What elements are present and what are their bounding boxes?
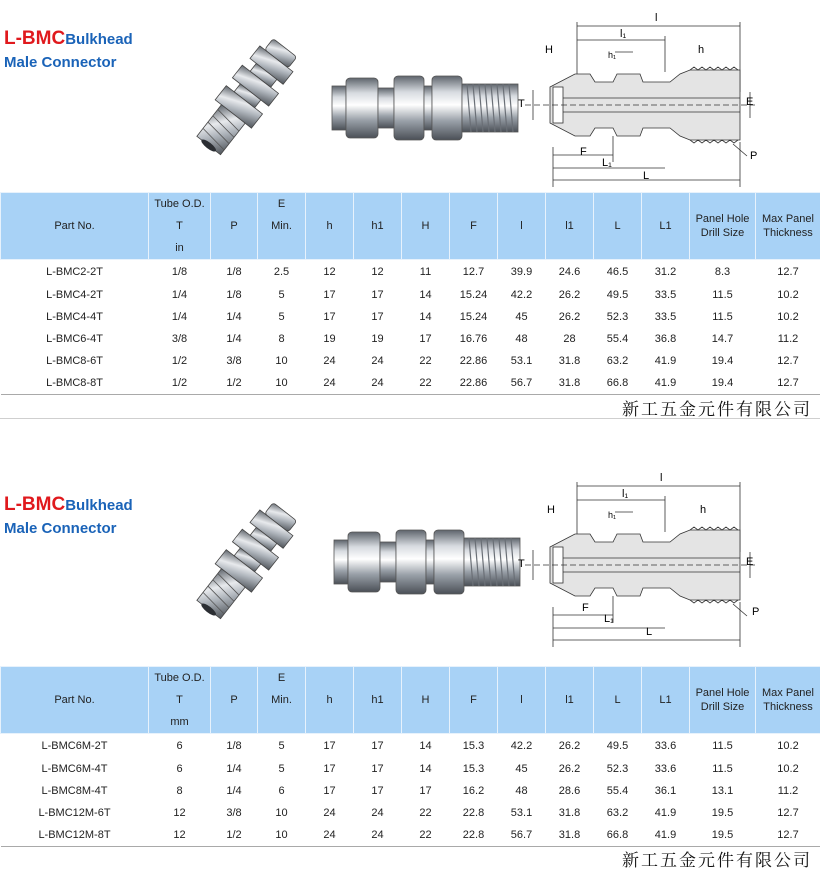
spec-table — [0, 192, 820, 395]
table-cell: 26.2 — [558, 739, 581, 752]
part-number-cell: L-BMC12M-6T — [38, 806, 111, 819]
table-cell: 11.5 — [712, 310, 733, 323]
table-cell: 11 — [419, 265, 432, 278]
table-cell: 3/8 — [226, 354, 242, 367]
table-cell: 45 — [515, 310, 528, 323]
table-cell: 14 — [419, 762, 432, 775]
table-cell: 49.5 — [606, 288, 629, 301]
table-cell: 8.3 — [714, 265, 731, 278]
table-cell: 1/2 — [149, 372, 211, 395]
table-cell: 12.7 — [462, 265, 485, 278]
table-cell: 10 — [275, 354, 288, 367]
table-cell: 8 — [278, 332, 285, 345]
col-L1: L1 — [642, 193, 690, 260]
table-row — [1, 734, 820, 758]
table-cell: 11.5 — [712, 762, 733, 775]
table-cell: 17 — [323, 288, 336, 301]
table-cell: 10.2 — [777, 310, 799, 323]
product-photo-side — [330, 72, 520, 144]
part-number-cell: L-BMC8-6T — [46, 354, 103, 367]
table-cell: 41.9 — [642, 824, 690, 847]
col-part-no: Part No. — [1, 667, 149, 734]
table-cell: 22 — [419, 354, 432, 367]
col-F: F — [450, 193, 498, 260]
dim-label-F: F — [582, 602, 589, 614]
table-cell: 16.2 — [462, 784, 485, 797]
col-h: h — [306, 667, 354, 734]
col-L1: L1 — [642, 667, 690, 734]
part-number-cell: L-BMC8M-4T — [41, 784, 108, 797]
table-cell: 1/4 — [171, 288, 188, 301]
col-H: H — [402, 667, 450, 734]
table-cell: 24 — [306, 372, 354, 395]
table-cell: 22.86 — [459, 354, 488, 367]
table-cell: 1/8 — [226, 739, 242, 752]
table-cell: 31.8 — [558, 354, 581, 367]
table-cell: 52.3 — [606, 310, 629, 323]
table-cell: 12.7 — [756, 824, 820, 847]
table-cell: 24 — [371, 354, 384, 367]
table-cell: 11.2 — [777, 784, 799, 797]
table-cell: 17 — [371, 784, 384, 797]
table-cell: 17 — [323, 762, 336, 775]
company-name: 新工五金元件有限公司 — [622, 400, 812, 420]
technical-drawing — [515, 12, 765, 192]
table-cell: 42.2 — [510, 288, 533, 301]
table-cell: 13.1 — [711, 784, 734, 797]
dim-label-F: F — [580, 146, 587, 158]
title-word: Bulkhead — [65, 497, 133, 514]
table-cell: 14 — [419, 739, 432, 752]
table-cell: 1/4 — [226, 784, 242, 797]
col-l1: l1 — [546, 193, 594, 260]
product-photo-side — [332, 526, 522, 598]
table-cell: 36.8 — [654, 332, 677, 345]
table-cell: 12.7 — [777, 354, 799, 367]
table-cell: 22.8 — [462, 806, 485, 819]
table-cell: 2.5 — [273, 265, 290, 278]
dim-label-l: l — [655, 12, 658, 24]
table-cell: 26.2 — [558, 310, 581, 323]
table-cell: 10 — [275, 806, 288, 819]
table-cell: 31.2 — [654, 265, 677, 278]
table-cell: 42.2 — [510, 739, 533, 752]
table-cell: 19.5 — [690, 824, 756, 847]
table-cell: 5 — [278, 310, 285, 323]
table-cell: 66.8 — [594, 372, 642, 395]
table-cell: 1/2 — [211, 824, 258, 847]
dim-label-E: E — [746, 96, 754, 108]
part-number-cell: L-BMC6M-4T — [41, 762, 108, 775]
col-e: E Min. — [258, 667, 306, 734]
table-cell: 22 — [402, 372, 450, 395]
col-tube-od: Tube O.D. T mm — [149, 667, 211, 734]
table-cell: 48 — [515, 332, 528, 345]
product-photo-angled — [178, 496, 313, 631]
table-cell: 19.4 — [690, 372, 756, 395]
table-cell: 28.6 — [558, 784, 581, 797]
table-row — [1, 802, 820, 824]
table-cell: 63.2 — [606, 354, 629, 367]
title-subtitle: Male Connector — [4, 54, 117, 71]
table-cell: 24 — [323, 806, 336, 819]
table-cell: 1/2 — [211, 372, 258, 395]
table-cell: 63.2 — [606, 806, 629, 819]
table-cell: 1/4 — [171, 310, 188, 323]
table-cell: 8 — [176, 784, 183, 797]
table-cell: 11.5 — [712, 739, 733, 752]
table-cell: 24 — [354, 372, 402, 395]
table-cell: 36.1 — [654, 784, 677, 797]
table-cell: 66.8 — [594, 824, 642, 847]
dim-label-l1: l₁ — [622, 488, 629, 500]
col-l1: l1 — [546, 667, 594, 734]
spec-section-inch — [0, 0, 820, 420]
dim-label-T: T — [518, 558, 525, 570]
table-cell: 17 — [371, 310, 384, 323]
title-code: L-BMC — [4, 494, 66, 515]
table-row — [1, 284, 820, 306]
table-cell: 56.7 — [498, 372, 546, 395]
product-photo-angled — [178, 32, 313, 167]
table-cell: 5 — [278, 762, 285, 775]
table-row — [1, 780, 820, 802]
table-cell: 24 — [323, 354, 336, 367]
table-row — [1, 306, 820, 328]
col-p: P — [211, 193, 258, 260]
table-cell: 10 — [258, 824, 306, 847]
table-cell: 10 — [258, 372, 306, 395]
table-body — [1, 734, 820, 847]
table-cell: 12.7 — [777, 265, 799, 278]
col-L: L — [594, 193, 642, 260]
table-cell: 33.5 — [654, 288, 677, 301]
table-cell: 24.6 — [558, 265, 581, 278]
table-cell: 49.5 — [606, 739, 629, 752]
table-cell: 1/2 — [171, 354, 188, 367]
table-row — [1, 350, 820, 372]
table-cell: 14.7 — [711, 332, 734, 345]
spec-section-metric — [0, 466, 820, 871]
part-number-cell: L-BMC4-4T — [46, 310, 103, 323]
table-cell: 11.2 — [777, 332, 799, 345]
dim-label-E: E — [746, 556, 754, 568]
table-cell: 19.4 — [711, 354, 734, 367]
table-cell: 53.1 — [510, 806, 533, 819]
table-cell: 48 — [515, 784, 528, 797]
table-cell: 12.7 — [756, 372, 820, 395]
col-panel-hole: Panel Hole Drill Size — [690, 193, 756, 260]
table-cell: 3/8 — [226, 806, 242, 819]
table-cell: 17 — [371, 288, 384, 301]
dim-label-L: L — [646, 626, 653, 638]
table-cell: 19.5 — [711, 806, 734, 819]
part-number-cell: L-BMC8-8T — [1, 372, 149, 395]
dim-label-L1: L₁ — [602, 157, 612, 169]
table-cell: 26.2 — [558, 762, 581, 775]
table-cell: 3/8 — [171, 332, 188, 345]
table-cell: 12.7 — [777, 806, 799, 819]
dim-label-L1: L₁ — [604, 613, 614, 625]
dim-label-P: P — [750, 150, 758, 162]
table-cell: 22.86 — [450, 372, 498, 395]
col-l: l — [498, 193, 546, 260]
table-cell: 33.5 — [654, 310, 677, 323]
col-part-no: Part No. — [1, 193, 149, 260]
table-cell: 39.9 — [510, 265, 533, 278]
table-cell: 17 — [323, 784, 336, 797]
table-cell: 15.3 — [462, 739, 485, 752]
table-cell: 19 — [371, 332, 384, 345]
table-cell: 41.9 — [642, 372, 690, 395]
table-cell: 12 — [149, 824, 211, 847]
dim-label-h: h — [700, 504, 707, 516]
dim-label-l: l — [660, 472, 663, 484]
table-row — [1, 758, 820, 780]
table-row — [1, 372, 820, 395]
col-h: h — [306, 193, 354, 260]
table-cell: 1/4 — [226, 762, 242, 775]
dim-label-H: H — [545, 44, 553, 56]
table-cell: 5 — [278, 288, 285, 301]
table-cell: 15.3 — [462, 762, 485, 775]
table-cell: 41.9 — [654, 354, 677, 367]
col-h1: h1 — [354, 193, 402, 260]
dim-label-T: T — [518, 98, 525, 110]
table-header-row — [1, 667, 820, 734]
table-cell: 14 — [419, 310, 432, 323]
table-cell: 12 — [371, 265, 384, 278]
table-cell: 46.5 — [606, 265, 629, 278]
part-number-cell: L-BMC12M-8T — [1, 824, 149, 847]
table-cell: 31.8 — [546, 824, 594, 847]
table-row — [1, 824, 820, 847]
table-cell: 10.2 — [777, 739, 799, 752]
table-cell: 17 — [323, 739, 336, 752]
table-cell: 1/8 — [226, 265, 242, 278]
dim-label-h: h — [698, 44, 705, 56]
table-cell: 33.6 — [654, 762, 677, 775]
table-row — [1, 260, 820, 284]
technical-drawing — [515, 472, 765, 652]
company-name: 新工五金元件有限公司 — [622, 851, 812, 871]
table-cell: 1/8 — [171, 265, 188, 278]
col-e: E Min. — [258, 193, 306, 260]
dim-label-L: L — [643, 170, 650, 182]
table-cell: 6 — [176, 739, 183, 752]
table-cell: 22 — [419, 806, 432, 819]
table-cell: 55.4 — [606, 332, 629, 345]
table-cell: 1/8 — [226, 288, 242, 301]
table-cell: 22 — [402, 824, 450, 847]
table-cell: 14 — [419, 288, 432, 301]
table-cell: 22.8 — [450, 824, 498, 847]
dim-label-h1: h₁ — [608, 510, 617, 520]
table-cell: 15.24 — [459, 310, 488, 323]
table-cell: 10.2 — [777, 288, 799, 301]
table-cell: 10.2 — [777, 762, 799, 775]
table-cell: 17 — [419, 784, 432, 797]
table-cell: 56.7 — [498, 824, 546, 847]
title-subtitle: Male Connector — [4, 520, 117, 537]
table-cell: 52.3 — [606, 762, 629, 775]
part-number-cell: L-BMC2-2T — [46, 265, 103, 278]
table-cell: 55.4 — [606, 784, 629, 797]
section-divider — [0, 418, 820, 419]
col-F: F — [450, 667, 498, 734]
table-cell: 26.2 — [558, 288, 581, 301]
table-cell: 16.76 — [459, 332, 488, 345]
table-cell: 6 — [176, 762, 183, 775]
col-panel-hole: Panel Hole Drill Size — [690, 667, 756, 734]
col-H: H — [402, 193, 450, 260]
table-cell: 12 — [323, 265, 336, 278]
table-row — [1, 328, 820, 350]
table-cell: 28 — [563, 332, 576, 345]
table-cell: 17 — [323, 310, 336, 323]
dim-label-h1: h₁ — [608, 50, 617, 60]
part-number-cell: L-BMC6M-2T — [41, 739, 108, 752]
product-title — [4, 28, 133, 71]
table-cell: 15.24 — [459, 288, 488, 301]
table-cell: 6 — [278, 784, 285, 797]
col-p: P — [211, 667, 258, 734]
table-cell: 5 — [278, 739, 285, 752]
table-cell: 33.6 — [654, 739, 677, 752]
table-cell: 12 — [173, 806, 186, 819]
part-number-cell: L-BMC4-2T — [46, 288, 103, 301]
col-l: l — [498, 667, 546, 734]
table-cell: 11.5 — [712, 288, 733, 301]
table-header-row — [1, 193, 820, 260]
table-cell: 24 — [306, 824, 354, 847]
table-cell: 31.8 — [558, 806, 581, 819]
table-cell: 45 — [515, 762, 528, 775]
part-number-cell: L-BMC6-4T — [46, 332, 103, 345]
table-cell: 24 — [371, 806, 384, 819]
col-max-panel: Max Panel Thickness — [756, 667, 820, 734]
table-body — [1, 260, 820, 395]
table-cell: 17 — [371, 739, 384, 752]
table-cell: 17 — [371, 762, 384, 775]
col-tube-od: Tube O.D. T in — [149, 193, 211, 260]
title-word: Bulkhead — [65, 31, 133, 48]
col-h1: h1 — [354, 667, 402, 734]
table-cell: 31.8 — [546, 372, 594, 395]
table-cell: 1/4 — [226, 310, 242, 323]
dim-label-H: H — [547, 504, 555, 516]
col-L: L — [594, 667, 642, 734]
title-code: L-BMC — [4, 28, 66, 49]
table-cell: 24 — [354, 824, 402, 847]
dim-label-l1: l₁ — [620, 28, 627, 40]
col-max-panel: Max Panel Thickness — [756, 193, 820, 260]
table-cell: 1/4 — [226, 332, 242, 345]
table-cell: 19 — [323, 332, 336, 345]
table-cell: 41.9 — [654, 806, 677, 819]
table-cell: 53.1 — [510, 354, 533, 367]
dim-label-P: P — [752, 606, 760, 618]
table-cell: 17 — [419, 332, 432, 345]
product-title — [4, 494, 133, 537]
spec-table — [0, 666, 820, 847]
